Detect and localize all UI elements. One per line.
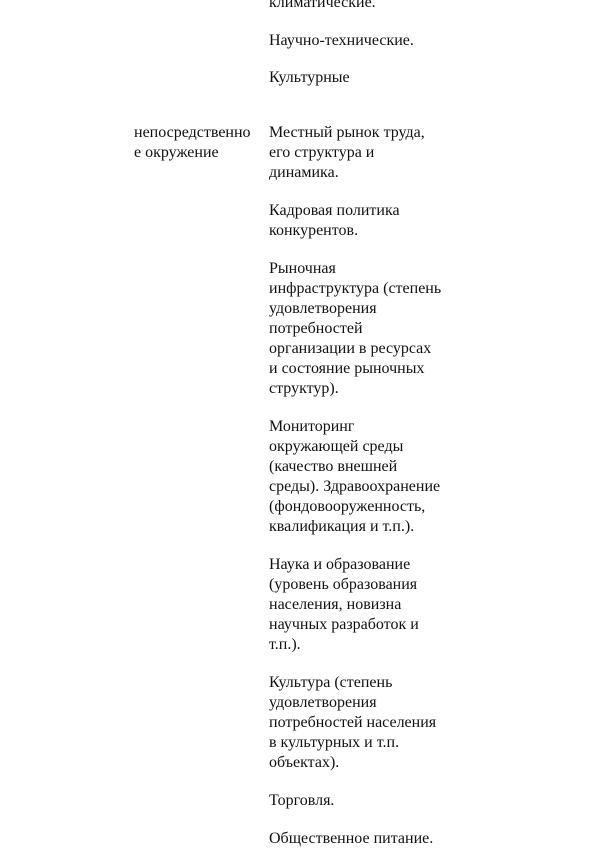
item-climatic: климатические. bbox=[269, 0, 376, 11]
item-trade: Торговля. bbox=[269, 792, 335, 809]
item-environment-monitoring: Мониторинг окружающей среды (качество внешней среды). Здравоохранение (фондовооруженность, квалификация и т.п.). bbox=[269, 418, 441, 535]
item-hr-policy: Кадровая политика конкурентов. bbox=[269, 202, 400, 239]
factor-immediate-environment: непосредственно е окружение bbox=[134, 124, 251, 161]
item-scientific-technical: Научно-технические. bbox=[269, 32, 414, 49]
item-cultural: Культурные bbox=[269, 69, 350, 86]
item-science-education: Наука и образование (уровень образования населения, новизна научных разработок и т.п.). bbox=[269, 556, 419, 653]
item-market-infrastructure: Рыночная инфраструктура (степень удовлетворения потребностей организации в ресурсах и состояние рыночных структур). bbox=[269, 260, 442, 397]
item-local-labor-market: Местный рынок труда, его структура и динамика. bbox=[269, 124, 425, 181]
item-culture: Культура (степень удовлетворения потребностей населения в культурных и т.п. объектах). bbox=[269, 674, 437, 771]
item-catering: Общественное питание. bbox=[269, 830, 434, 847]
